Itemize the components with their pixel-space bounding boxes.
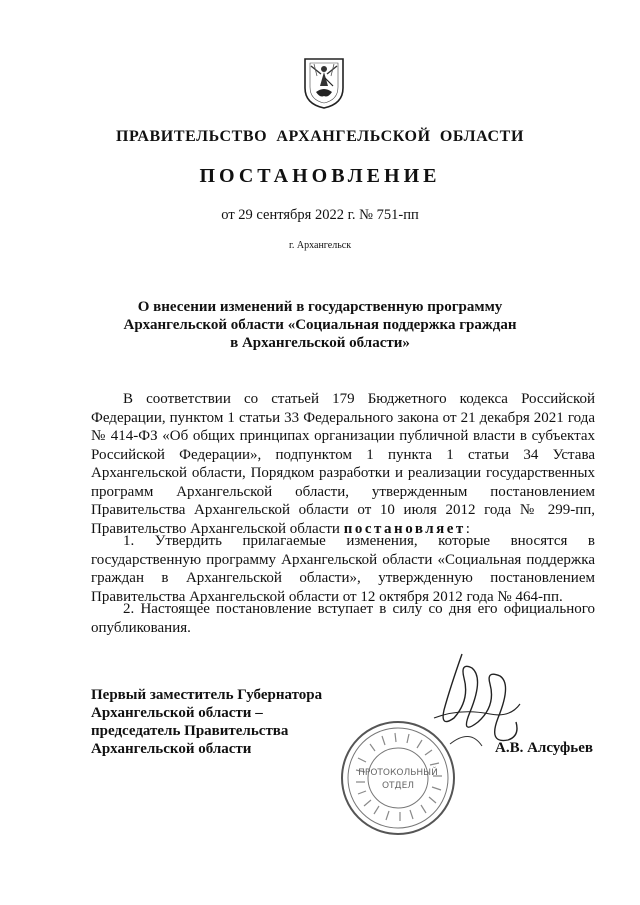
signer-line: Архангельской области –: [91, 705, 263, 721]
subject-line: О внесении изменений в государственную программу: [137, 299, 503, 315]
government-name: ПРАВИТЕЛЬСТВО АРХАНГЕЛЬСКОЙ ОБЛАСТИ: [115, 128, 525, 145]
paragraph-preamble: [91, 390, 595, 538]
city-name: г. Архангельск: [288, 240, 352, 251]
signer-name: А.В. Алсуфьев: [495, 740, 593, 756]
document-subject: [0, 298, 640, 352]
svg-text:ОТДЕЛ: ОТДЕЛ: [381, 781, 415, 791]
signer-line: Первый заместитель Губернатора: [91, 687, 323, 703]
signer-line: председатель Правительства: [91, 723, 289, 739]
subject-line: в Архангельской области»: [230, 335, 410, 351]
preamble-text: В соответствии со статьей 179 Бюджетного кодекса Российской Федерации, пунктом 1 статьи 33 Федерального закона от 21 декабря 2021 года № 414-ФЗ «Об общих принципах организации публичной власти в субъектах Российской Федерации», подпунктом 1 пункта 1 статьи 34 Устава Архангельской области, Порядком разработки и реализации государственных программ Архангельской области, утвержденным постановлением Правительства Архангельской области от 10 июля 2012 года № 299-пп, Правительство Архангельской области: [91, 391, 595, 537]
coat-of-arms-icon: [302, 56, 346, 110]
svg-text:ПРОТОКОЛЬНЫЙ: ПРОТОКОЛЬНЫЙ: [358, 768, 438, 778]
subject-line: Архангельской области «Социальная поддержка граждан: [123, 317, 517, 333]
paragraph-item-1: 1. Утвердить прилагаемые изменения, которые вносятся в государственную программу Архангельской области «Социальная поддержка граждан в Архангельской области», утвержденную постановлением Правительства Архангельской области от 12 октября 2012 года № 464-пп.: [91, 533, 595, 605]
document-type-title: ПОСТАНОВЛЕНИЕ: [199, 165, 441, 187]
signer-line: Архангельской области: [91, 741, 252, 757]
colon: :: [465, 520, 470, 537]
paragraph-item-2: 2. Настоящее постановление вступает в силу со дня его официального опубликования.: [91, 601, 595, 636]
resolves-keyword: постановляет: [343, 520, 466, 537]
date-and-number: от 29 сентября 2022 г. № 751-пп: [221, 207, 419, 223]
signer-position: [91, 686, 351, 758]
